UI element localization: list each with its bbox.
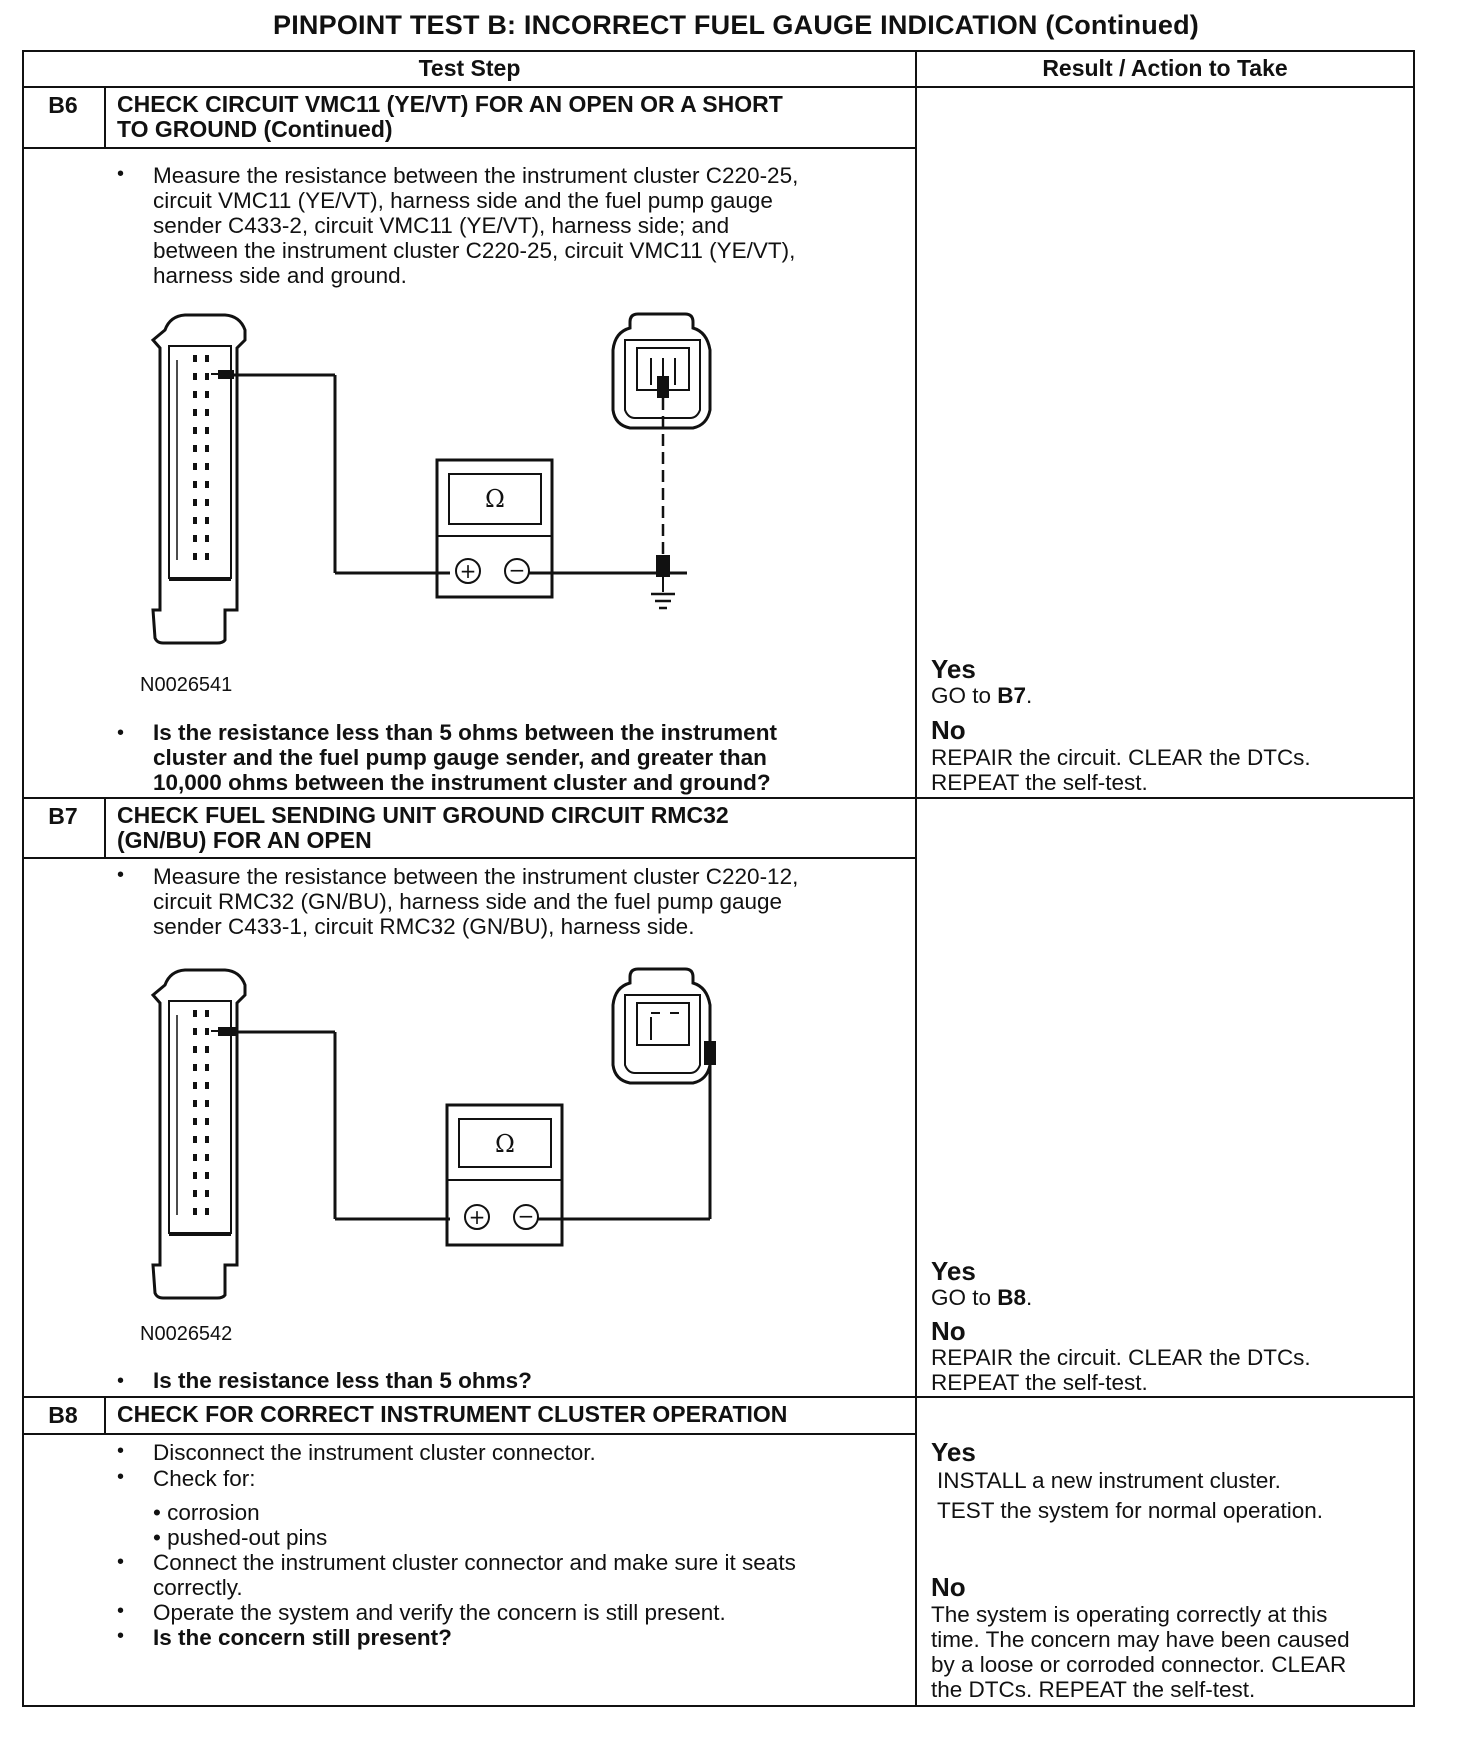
connector-pins [193,1010,209,1215]
step-id-b7: B7 [48,803,78,829]
b7-yes-label: Yes [931,1256,976,1286]
step-title-b6: CHECK CIRCUIT VMC11 (YE/VT) FOR AN OPEN OR A SHORT TO GROUND (Continued) [117,91,783,142]
ohmmeter-icon [447,1105,562,1245]
figure-id-b7: N0026542 [140,1323,233,1345]
ohm-symbol: Ω [495,1130,515,1158]
b7-no-action: REPAIR the circuit. CLEAR the DTCs. REPEAT the self-test. [931,1345,1311,1395]
page-title: PINPOINT TEST B: INCORRECT FUEL GAUGE INDICATION (Continued) [273,10,1199,40]
b7-instruction: Measure the resistance between the instrument cluster C220-12, circuit RMC32 (GN/BU), harness side and the fuel pump gauge sender C433-1, circuit RMC32 (GN/BU), harness side. [153,864,799,939]
bullet-dot: • [117,864,125,886]
b8-no-action: The system is operating correctly at this time. The concern may have been caused by a loose or corroded connector. CLEAR the DTCs. REPEAT the self-test. [931,1602,1350,1702]
b8-yes-action: INSTALL a new instrument cluster. TEST the system for normal operation. [937,1468,1323,1523]
b6-question: Is the resistance less than 5 ohms between the instrument cluster and the fuel pump gauge sender, and greater than 10,000 ohms between the instrument cluster and ground? [153,720,777,795]
figure-id-b6: N0026541 [140,674,233,696]
b7-question: Is the resistance less than 5 ohms? [153,1368,532,1393]
ohmmeter-icon [437,460,552,597]
connector-pins [193,355,209,560]
b7-no-label: No [931,1316,966,1346]
step-title-b7: CHECK FUEL SENDING UNIT GROUND CIRCUIT RMC32 (GN/BU) FOR AN OPEN [117,802,729,853]
test-probe-icon [211,370,450,573]
b6-yes-label: Yes [931,654,976,684]
ohm-symbol: Ω [485,485,505,513]
ground-symbol-icon [651,594,675,608]
ground-probe-icon [656,555,670,592]
svg-text:−: − [508,558,526,582]
step-id-b8: B8 [48,1402,78,1428]
test-probe-icon [211,1027,450,1219]
b8-no-label: No [931,1572,966,1602]
b6-wiring-diagram [125,310,755,690]
b7-yes-action: GO to B8. [931,1285,1033,1310]
bullet-dot: • [117,1370,125,1392]
svg-text:+: + [468,1205,486,1229]
header-result: Result / Action to Take [1042,55,1288,81]
b6-yes-action: GO to B7. [931,683,1033,708]
step-id-b6: B6 [48,92,78,118]
b8-yes-label: Yes [931,1437,976,1467]
b6-instruction: Measure the resistance between the instrument cluster C220-25, circuit VMC11 (YE/VT), harness side and the fuel pump gauge sender C433-2, circuit VMC11 (YE/VT), harness side; and between the instrument cluster C220-25, circuit VMC11 (YE/VT), harness side and ground. [153,163,799,288]
bullet-dot: • [117,722,125,744]
svg-text:+: + [459,559,477,583]
bullet-dot: • [117,163,125,185]
fuel-sender-connector-icon [613,969,710,1083]
b6-no-action: REPAIR the circuit. CLEAR the DTCs. REPEAT the self-test. [931,745,1311,795]
fuel-sender-connector-icon [613,314,710,428]
instrument-cluster-connector-icon [153,970,245,1298]
header-test-step: Test Step [418,55,521,81]
instrument-cluster-connector-icon [153,315,245,643]
b7-wiring-diagram [125,965,755,1335]
b6-no-label: No [931,715,966,745]
step-title-b8: CHECK FOR CORRECT INSTRUMENT CLUSTER OPERATION [117,1401,788,1427]
svg-text:−: − [517,1204,535,1228]
